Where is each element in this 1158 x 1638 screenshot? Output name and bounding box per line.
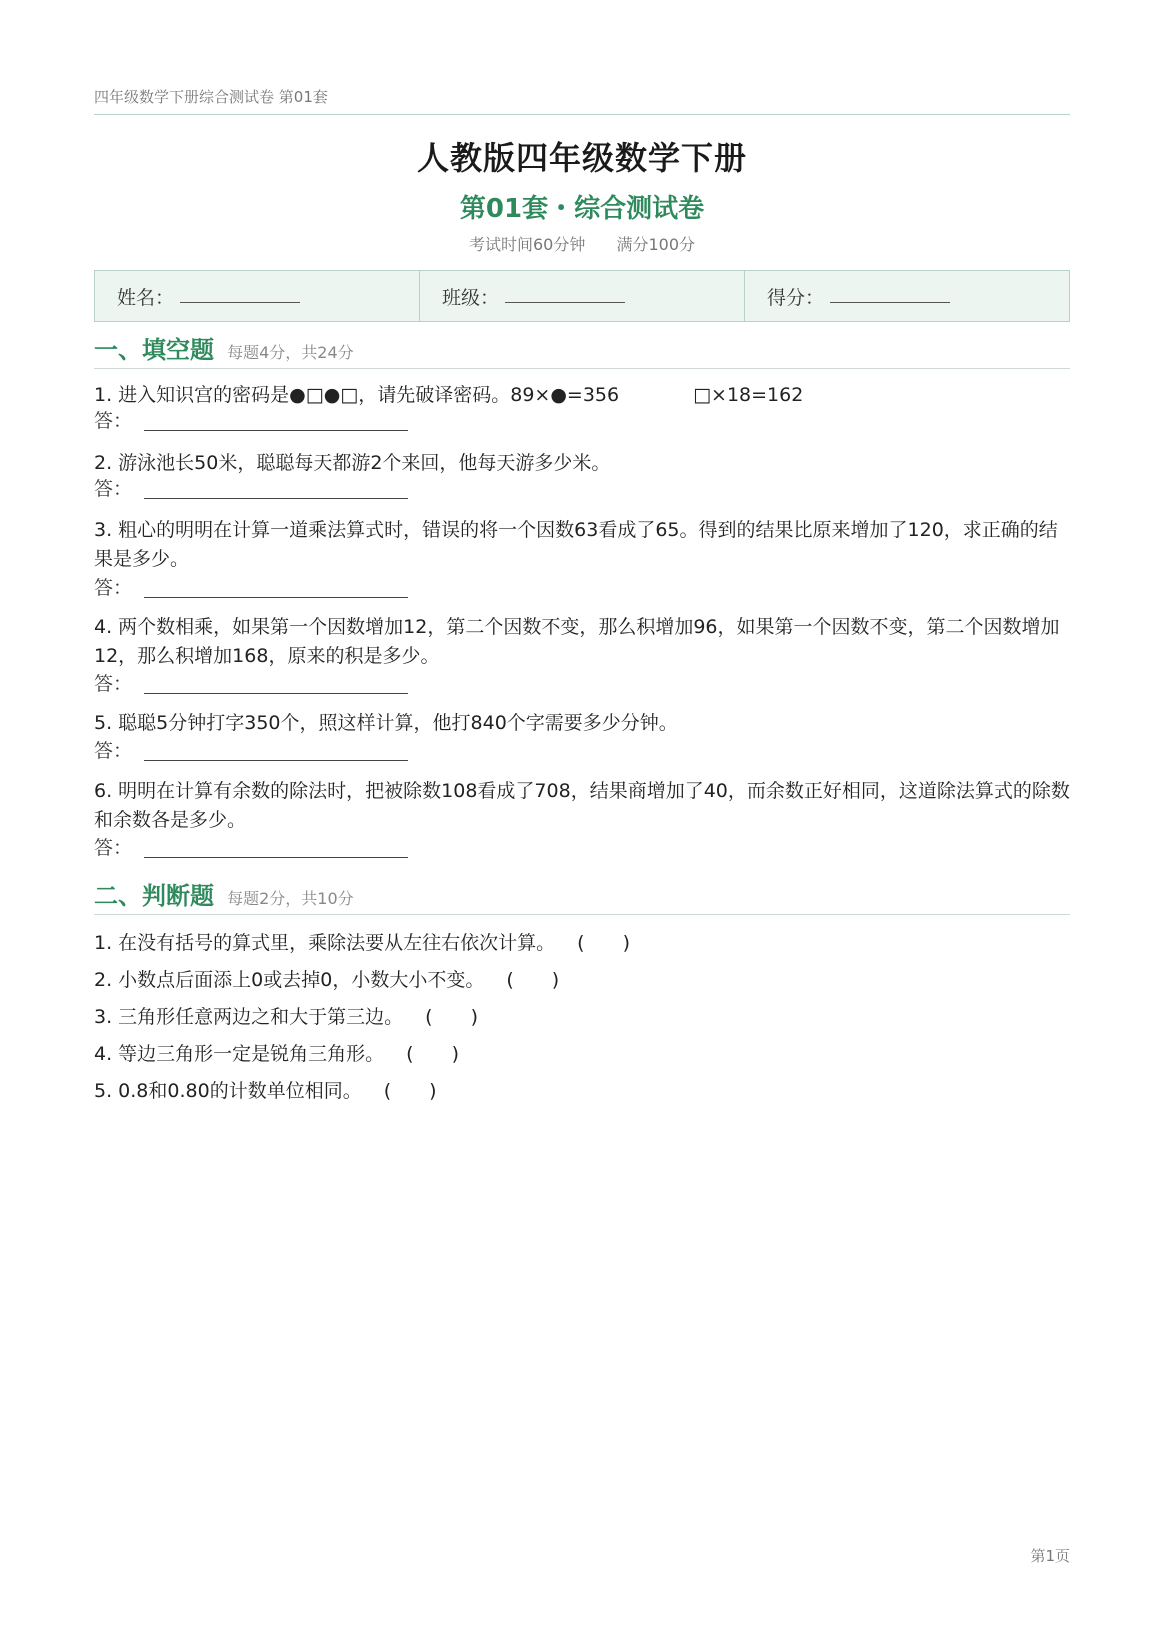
answer-row-1 [94, 406, 408, 433]
sub-title: 第01套・综合测试卷 [459, 194, 705, 224]
running-header: 四年级数学下册综合测试卷 第01套 [94, 88, 328, 106]
name-cell [95, 271, 420, 321]
score-label: 得分： [767, 286, 825, 309]
answer-blank[interactable] [144, 857, 408, 858]
fill-question-4 [94, 613, 1070, 671]
answer-parentheses[interactable]: ( ) [577, 932, 630, 954]
question-text: 3. 三角形任意两边之和大于第三边。 [94, 1006, 404, 1028]
answer-label: 答： [94, 673, 133, 695]
answer-row-6 [94, 833, 408, 860]
exam-time: 考试时间60分钟 [468, 235, 586, 254]
exam-page [94, 0, 1070, 1638]
answer-blank[interactable] [144, 430, 408, 431]
tf-question-4 [94, 1040, 459, 1069]
answer-label: 答： [94, 577, 133, 599]
header-divider [94, 114, 1070, 115]
section-note: 每题4分，共24分 [227, 343, 354, 362]
question-text: 5. 0.8和0.80的计数单位相同。 [94, 1080, 362, 1102]
class-label: 班级： [442, 286, 500, 309]
section-note: 每题2分，共10分 [227, 889, 354, 908]
fill-question-5 [94, 709, 1070, 738]
exam-info [94, 232, 1070, 255]
answer-label: 答： [94, 410, 133, 432]
question-text: 6. 明明在计算有余数的除法时，把被除数108看成了708，结果商增加了40，而余数正好相同，这道除法算式的除数和余数各是多少。 [94, 780, 1070, 831]
answer-parentheses[interactable]: ( ) [383, 1080, 437, 1102]
answer-blank[interactable] [144, 693, 408, 694]
question-text: 4. 等边三角形一定是锐角三角形。 [94, 1043, 385, 1065]
section-true-false-header [94, 876, 1070, 915]
question-text: 1. 进入知识宫的密码是●□●□，请先破译密码。89×●=356 [94, 384, 620, 406]
class-blank[interactable] [505, 302, 625, 303]
answer-parentheses[interactable]: ( ) [506, 969, 560, 991]
class-cell [420, 271, 745, 321]
answer-label: 答： [94, 740, 133, 762]
name-blank[interactable] [180, 302, 300, 303]
score-cell [745, 271, 1069, 321]
answer-label: 答： [94, 837, 133, 859]
answer-row-2 [94, 474, 408, 501]
question-text: 2. 小数点后面添上0或去掉0，小数大小不变。 [94, 969, 485, 991]
question-text: 1. 在没有括号的算式里，乘除法要从左往右依次计算。 [94, 932, 556, 954]
page-number: 第1页 [1030, 1547, 1070, 1565]
answer-label: 答： [94, 478, 133, 500]
answer-parentheses[interactable]: ( ) [425, 1006, 478, 1028]
score-blank[interactable] [830, 302, 950, 303]
tf-question-5 [94, 1077, 437, 1106]
answer-blank[interactable] [144, 760, 408, 761]
tf-question-1 [94, 929, 630, 958]
section-title: 二、判断题 [94, 882, 214, 910]
fill-question-3 [94, 516, 1070, 574]
tf-question-3 [94, 1003, 478, 1032]
section-fill-in-header [94, 330, 1070, 369]
answer-row-3 [94, 573, 408, 600]
student-info-box [94, 270, 1070, 322]
answer-blank[interactable] [144, 498, 408, 499]
answer-row-4 [94, 669, 408, 696]
question-text: 5. 聪聪5分钟打字350个，照这样计算，他打840个字需要多少分钟。 [94, 712, 678, 734]
section-title: 一、填空题 [94, 336, 214, 364]
main-title: 人教版四年级数学下册 [416, 139, 747, 177]
tf-question-2 [94, 966, 559, 995]
question-text: 2. 游泳池长50米，聪聪每天都游2个来回，他每天游多少米。 [94, 452, 611, 474]
question-extra: □×18=162 [693, 384, 804, 406]
fill-question-6 [94, 777, 1070, 835]
name-label: 姓名： [117, 286, 175, 309]
exam-full-score: 满分100分 [616, 235, 695, 254]
answer-row-5 [94, 736, 408, 763]
answer-parentheses[interactable]: ( ) [406, 1043, 459, 1065]
question-text: 3. 粗心的明明在计算一道乘法算式时，错误的将一个因数63看成了65。得到的结果比原来增加了120，求正确的结果是多少。 [94, 519, 1058, 570]
question-text: 4. 两个数相乘，如果第一个因数增加12，第二个因数不变，那么积增加96，如果第一个因数不变，第二个因数增加12，那么积增加168，原来的积是多少。 [94, 616, 1060, 667]
answer-blank[interactable] [144, 597, 408, 598]
